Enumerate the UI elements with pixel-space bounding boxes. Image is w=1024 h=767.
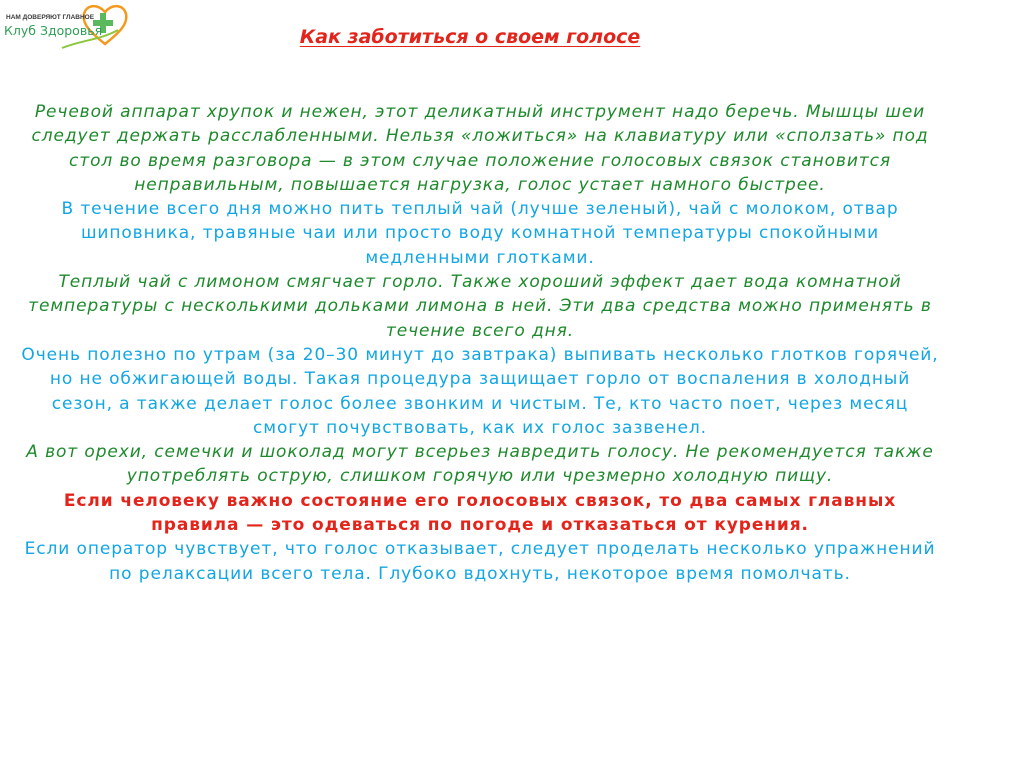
- page-title: Как заботиться о своем голосе: [299, 26, 641, 48]
- paragraph-relaxation: Если оператор чувствует, что голос отказывает, следует проделать несколько упражнений по релаксации всего тела. Глубоко вдохнуть, некоторое время помолчать.: [24, 539, 936, 584]
- logo-tagline: НАМ ДОВЕРЯЮТ ГЛАВНОЕ: [6, 14, 95, 21]
- paragraph-hot-water: Очень полезно по утрам (за 20–30 минут до завтрака) выпивать несколько глотков горячей, но не обжигающей воды. Такая процедура защищает горло от воспаления в холодный сезон, а также делает голос более звонким и чистым. Те, кто часто поет, через месяц смогут почувствовать, как их голос зазвенел.: [21, 344, 939, 438]
- paragraph-speech-apparatus: Речевой аппарат хрупок и нежен, этот деликатный инструмент надо беречь. Мышцы шеи следует держать расслабленными. Нельзя «ложиться» на клавиатуру или «сползать» под стол во время разговора — в этом случае положение голосовых связок становится неправильным, повышается нагрузка, голос устает намного быстрее.: [31, 102, 929, 195]
- article-body: [20, 100, 940, 586]
- paragraph-harmful-food: А вот орехи, семечки и шоколад могут всерьез навредить голосу. Не рекомендуется также употреблять острую, слишком горячую или чрезмерно холодную пищу.: [26, 442, 934, 487]
- paragraph-lemon-tea: Теплый чай с лимоном смягчает горло. Также хороший эффект дает вода комнатной температуры с несколькими дольками лимона в ней. Эти два средства можно применять в течение всего дня.: [28, 272, 932, 341]
- paragraph-main-rules: Если человеку важно состояние его голосовых связок, то два самых главных правила — это одеваться по погоде и отказаться от курения.: [63, 490, 897, 536]
- paragraph-warm-drinks: В течение всего дня можно пить теплый чай (лучше зеленый), чай с молоком, отвар шиповника, травяные чаи или просто воду комнатной температуры спокойными медленными глотками.: [61, 199, 899, 268]
- logo-brand-name: Клуб Здоровья: [4, 23, 103, 38]
